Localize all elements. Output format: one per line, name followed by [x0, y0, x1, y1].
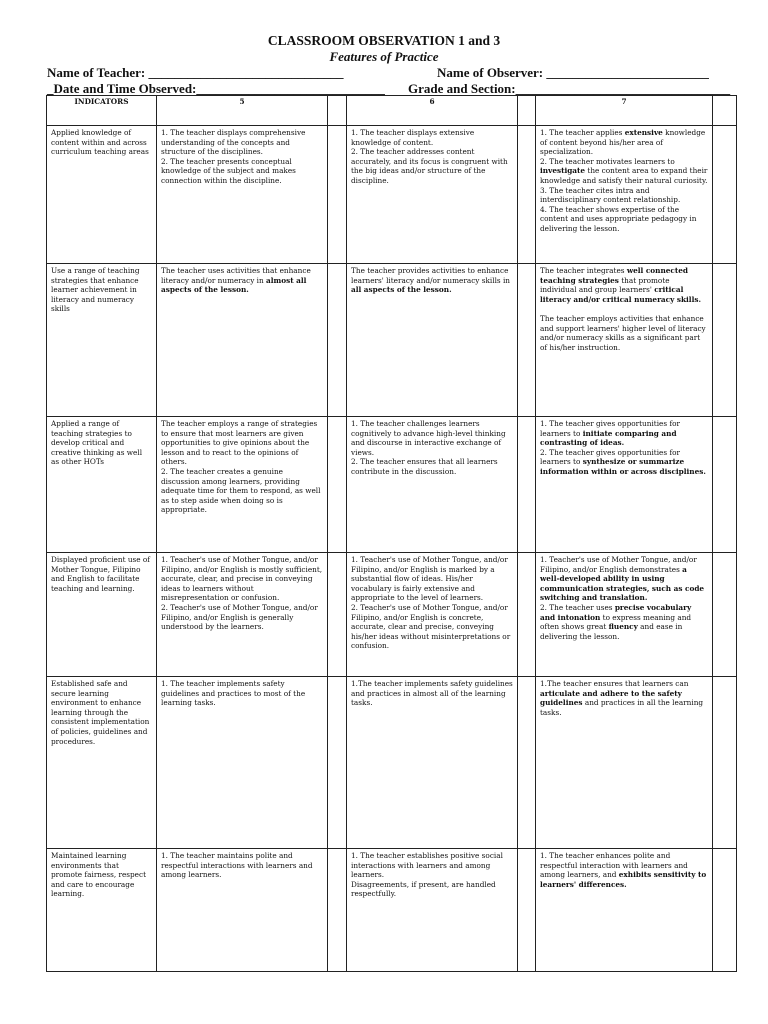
header-rating-5: 5: [157, 96, 328, 126]
checkbox-cell-header-6: [518, 96, 536, 126]
indicator-cell-text: Use a range of teaching strategies that enhance learner achievement in literacy and numeracy skills: [51, 266, 140, 314]
header-rating-7: 7: [536, 96, 713, 126]
rating-6-checkbox-cell[interactable]: [518, 849, 536, 972]
indicator-cell: [47, 849, 157, 972]
table-row: [47, 126, 737, 264]
rating-5-checkbox-cell[interactable]: [328, 264, 347, 417]
rating-6-descriptor: [347, 677, 518, 849]
rating-6-descriptor: [347, 126, 518, 264]
rating-6-descriptor-text: The teacher provides activities to enhance learners' literacy and/or numeracy skills in all aspects of the lesson.: [351, 266, 510, 295]
indicator-cell: [47, 126, 157, 264]
rating-6-checkbox-cell[interactable]: [518, 553, 536, 677]
indicator-cell: [47, 553, 157, 677]
indicator-cell-text: Maintained learning environments that promote fairness, respect and care to encourage learning.: [51, 851, 147, 899]
rating-6-descriptor: [347, 417, 518, 553]
rating-7-descriptor: [536, 126, 713, 264]
rating-6-checkbox-cell[interactable]: [518, 126, 536, 264]
indicator-cell-text: Applied a range of teaching strategies to develop critical and creative thinking as well as other HOTs: [51, 419, 143, 467]
rating-7-descriptor: [536, 849, 713, 972]
rating-5-descriptor-text: The teacher uses activities that enhance literacy and/or numeracy in almost all aspects of the lesson.: [161, 266, 311, 295]
indicator-cell: [47, 677, 157, 849]
rating-6-descriptor-text: 1. Teacher's use of Mother Tongue, and/or Filipino, and/or English is marked by a substantial flow of ideas. His/her vocabulary is fairly extensive and appropriate to the level of learners. 2. Teacher's use of Mother Tongue, and/or Filipino, and/or English is concrete, accurate, clear and precise, conveying his/her ideas without misinterpretations or confusion.: [351, 555, 511, 651]
document-subtitle: Features of Practice: [329, 49, 439, 64]
rating-7-descriptor-text: 1. Teacher's use of Mother Tongue, and/or Filipino, and/or English demonstrates a well-developed ability in using communication strategies, such as code switching and translation. 2. The teacher uses precise vocabulary and intonation to express meaning and often shows great fluency and ease in delivering the lesson.: [540, 555, 705, 641]
observation-table: [46, 95, 737, 972]
table-row: [47, 849, 737, 972]
rating-7-checkbox-cell[interactable]: [713, 417, 737, 553]
header-indicators: INDICATORS: [47, 96, 157, 126]
rating-5-checkbox-cell[interactable]: [328, 553, 347, 677]
rating-7-checkbox-cell[interactable]: [713, 126, 737, 264]
rating-7-descriptor-text: 1.The teacher ensures that learners can articulate and adhere to the safety guidelines and practices in all the learning tasks.: [540, 679, 704, 717]
indicator-cell-text: Established safe and secure learning environment to enhance learning through the consistent implementation of policies, guidelines and procedures.: [51, 679, 150, 746]
checkbox-cell-header-7: [713, 96, 737, 126]
rating-5-descriptor: [157, 264, 328, 417]
rating-7-descriptor: [536, 417, 713, 553]
rating-6-descriptor-text: 1. The teacher challenges learners cognitively to advance high-level thinking and discourse in interactive exchange of views. 2. The teacher ensures that all learners contribute in the discussion.: [351, 419, 506, 476]
table-row: [47, 553, 737, 677]
rating-7-checkbox-cell[interactable]: [713, 264, 737, 417]
rating-7-descriptor-text: 1. The teacher enhances polite and respectful interaction with learners and among learners, and exhibits sensitivity to learners' differences.: [540, 851, 707, 889]
indicator-cell: [47, 417, 157, 553]
rating-6-checkbox-cell[interactable]: [518, 417, 536, 553]
rating-5-descriptor: [157, 126, 328, 264]
rating-5-checkbox-cell[interactable]: [328, 126, 347, 264]
document-title: CLASSROOM OBSERVATION 1 and 3: [267, 33, 501, 48]
rating-5-descriptor-text: 1. Teacher's use of Mother Tongue, and/or Filipino, and/or English is mostly sufficient, accurate, clear, and precise in conveying ideas to learners without misrepresentation or confusion. 2. Teacher's use of Mother Tongue, and/or Filipino, and/or English is generally understood by the learners.: [161, 555, 323, 632]
rating-7-checkbox-cell[interactable]: [713, 553, 737, 677]
rating-7-descriptor-text: The teacher integrates well connected teaching strategies that promote individual and group learners' critical literacy and/or critical numeracy skills. The teacher employs activities that enhance and support learners' higher level of literacy and/or numeracy skills as a significant part of his/her instruction.: [540, 266, 706, 352]
rating-5-descriptor-text: 1. The teacher displays comprehensive understanding of the concepts and structure of the disciplines. 2. The teacher presents conceptual knowledge of the subject and makes connection within the discipline.: [161, 128, 306, 185]
observer-name-field[interactable]: Name of Observer: _________________________: [437, 65, 709, 80]
rating-7-checkbox-cell[interactable]: [713, 677, 737, 849]
date-time-field[interactable]: _Date and Time Observed:_____________________________: [47, 81, 385, 96]
rating-7-descriptor-text: 1. The teacher gives opportunities for learners to initiate comparing and contrasting of ideas. 2. The teacher gives opportunities for learners to synthesize or summarize information within or across disciplines.: [540, 419, 706, 476]
table-row: [47, 264, 737, 417]
rating-5-descriptor-text: The teacher employs a range of strategies to ensure that most learners are given opportunities to give opinions about the lesson and to react to the opinions of others. 2. The teacher creates a genuine discussion among learners, providing adequate time for them to respond, as well as to step aside when doing so is appropriate.: [161, 419, 321, 515]
rating-5-descriptor: [157, 553, 328, 677]
indicator-cell: [47, 264, 157, 417]
rating-6-descriptor: [347, 264, 518, 417]
rating-5-descriptor: [157, 677, 328, 849]
rating-5-descriptor: [157, 849, 328, 972]
rating-7-descriptor: [536, 677, 713, 849]
rating-6-descriptor-text: 1. The teacher establishes positive social interactions with learners and among learners. Disagreements, if present, are handled respectfully.: [351, 851, 503, 899]
rating-7-descriptor: [536, 264, 713, 417]
grade-section-field[interactable]: Grade and Section:_________________________________: [408, 81, 731, 96]
rating-7-descriptor-text: 1. The teacher applies extensive knowledge of content beyond his/her area of specialization. 2. The teacher motivates learners to investigate the content area to expand their knowledge and satisfy their natural curiosity. 3. The teacher cites intra and interdisciplinary content relationship. 4. The teacher shows expertise of the content and uses appropriate pedagogy in delivering the lesson.: [540, 128, 708, 233]
rating-5-descriptor: [157, 417, 328, 553]
indicator-cell-text: Displayed proficient use of Mother Tongue, Filipino and English to facilitate teaching and learning.: [51, 555, 150, 593]
checkbox-cell-header-5: [328, 96, 347, 126]
rating-5-checkbox-cell[interactable]: [328, 677, 347, 849]
table-row: [47, 417, 737, 553]
rating-6-checkbox-cell[interactable]: [518, 677, 536, 849]
rating-5-checkbox-cell[interactable]: [328, 849, 347, 972]
rating-6-checkbox-cell[interactable]: [518, 264, 536, 417]
indicator-cell-text: Applied knowledge of content within and across curriculum teaching areas: [51, 128, 149, 157]
teacher-name-field[interactable]: Name of Teacher: ______________________________: [47, 65, 344, 80]
rating-6-descriptor: [347, 553, 518, 677]
header-rating-6: 6: [347, 96, 518, 126]
rating-5-descriptor-text: 1. The teacher maintains polite and respectful interactions with learners and among learners.: [161, 851, 313, 880]
rating-7-checkbox-cell[interactable]: [713, 849, 737, 972]
rating-5-checkbox-cell[interactable]: [328, 417, 347, 553]
rating-6-descriptor-text: 1.The teacher implements safety guidelines and practices in almost all of the learning tasks.: [351, 679, 513, 708]
rating-7-descriptor: [536, 553, 713, 677]
rating-5-descriptor-text: 1. The teacher implements safety guidelines and practices to most of the learning tasks.: [161, 679, 306, 708]
table-header-row: [47, 96, 737, 126]
rating-6-descriptor-text: 1. The teacher displays extensive knowledge of content. 2. The teacher addresses content accurately, and its focus is congruent with the big ideas and/or structure of the discipline.: [351, 128, 508, 185]
table-row: [47, 677, 737, 849]
rating-6-descriptor: [347, 849, 518, 972]
